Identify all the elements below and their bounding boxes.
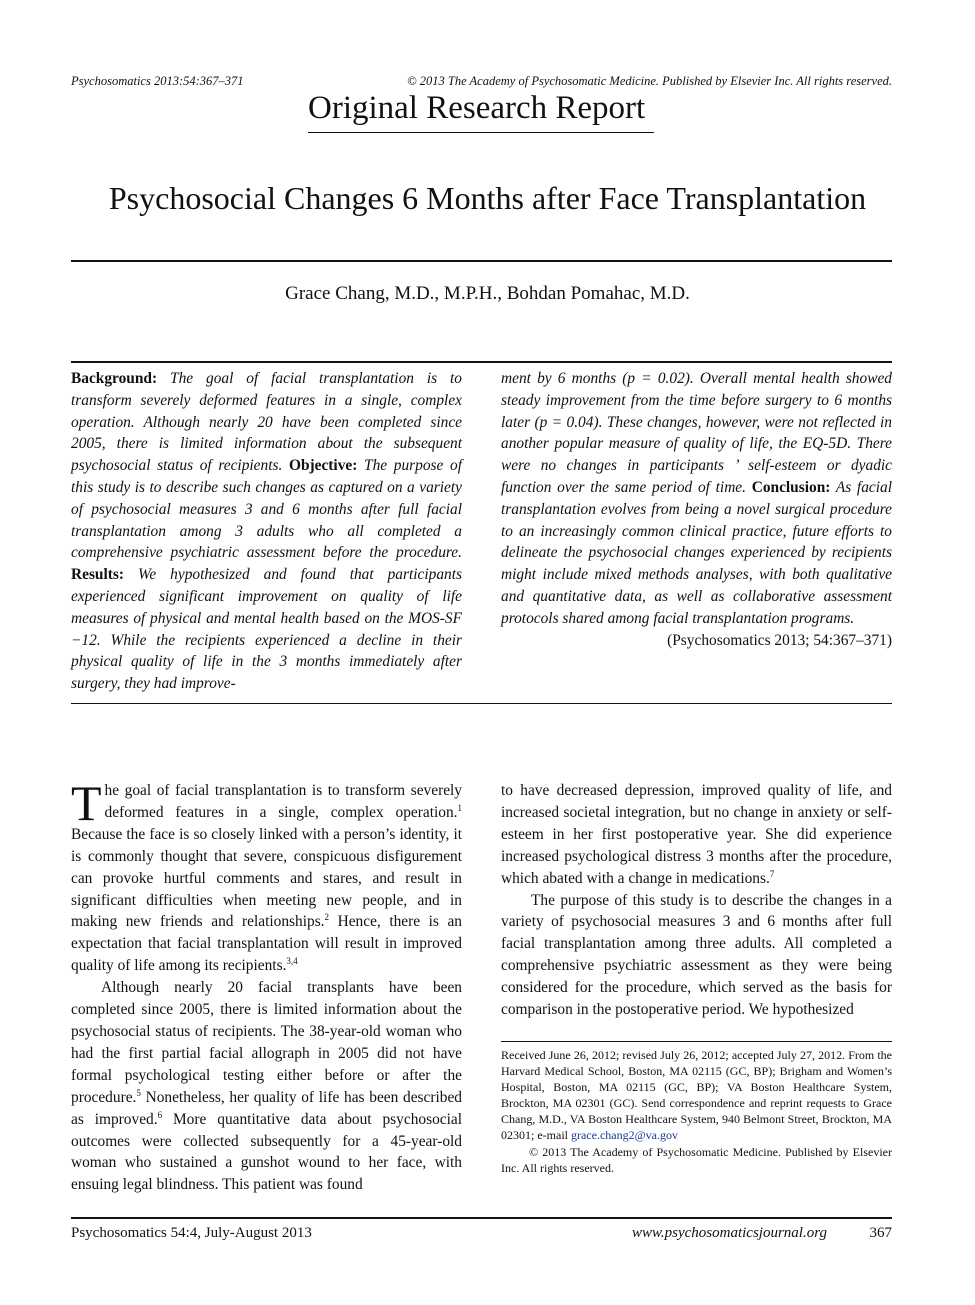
body-text: he goal of facial transplantation is to transform severely deformed features in a single, complex operation.: [104, 782, 462, 821]
reference-link[interactable]: 1: [457, 802, 462, 813]
reference-link[interactable]: 3,4: [286, 956, 298, 967]
body-paragraph: [71, 977, 462, 1196]
section-label: Original Research Report: [308, 90, 646, 126]
footer-issue: Psychosomatics 54:4, July-August 2013: [71, 1225, 312, 1241]
email-link[interactable]: grace.chang2@va.gov: [570, 1128, 678, 1143]
footer-divider: [71, 1217, 892, 1219]
abstract-right-column: [501, 368, 892, 651]
body-paragraph: [501, 780, 892, 890]
page-number: 367: [869, 1225, 892, 1241]
body-text: to have decreased depression, improved quality of life, and increased societal integration, but no change in anxiety or self-esteem in her first postoperative year. She did experience increased psychological distress 3 months after the procedure, which abated with a change in medications.: [501, 782, 892, 887]
results-text: We hypothesized and found that participants experienced significant improvement on quality of life measures of physical and mental health based on the MOS-SF −12. While the recipients experienced a decline in their physical quality of life in the 3 months immediately after surgery, they had improve-: [71, 566, 462, 693]
body-left-column: [71, 775, 462, 1196]
footnote-received: [501, 1047, 892, 1144]
objective-label: Objective:: [288, 457, 358, 475]
reference-link[interactable]: 5: [136, 1087, 141, 1098]
results-text-continued: ment by 6 months (p = 0.02). Overall mental health showed steady improvement from the time before surgery to 6 months later (p = 0.04). These changes, however, were not reflected in another popular measure of quality of life, the EQ-5D. There were no changes in participants ’ self-esteem or dyadic function over the same period of time.: [501, 370, 892, 496]
header-copyright: © 2013 The Academy of Psychosomatic Medicine. Published by Elsevier Inc. All rights reserved.: [407, 74, 892, 88]
body-paragraph: The purpose of this study is to describe the changes in a variety of psychosocial measures 3 and 6 months after full facial transplantation among three adults. All completed a comprehensive psychiatric assessment as they were being considered for the procedure, which served as the basis for comparison in the postoperative period. We hypothesized: [501, 891, 892, 1019]
footnote-text: Received June 26, 2012; revised July 26, 2012; accepted July 27, 2012. From the Harvard Medical School, Boston, MA 02115 (GC, BP); Brigham and Women’s Hospital, Boston, MA 02115 (GC, BP); VA Boston Healthcare System, Brockton, MA 02301 (GC). Send correspondence and reprint requests to Grace Chang, M.D., VA Boston Healthcare System, 940 Belmont Street, Brockton, MA 02301; e-mail: [501, 1048, 892, 1143]
author-list: Grace Chang, M.D., M.P.H., Bohdan Pomahac, M.D.: [285, 283, 690, 304]
footnote-copyright: © 2013 The Academy of Psychosomatic Medicine. Published by Elsevier Inc. All rights reserved.: [501, 1144, 892, 1175]
body-text: Nonetheless, her quality of life has been described as improved.: [71, 1088, 462, 1128]
title-divider: [71, 260, 892, 262]
body-text: Hence, there is an expectation that facial transplantation will result in improved quality of life among its recipients.: [71, 913, 462, 975]
objective-text: The purpose of this study is to describe such changes as captured on a variety of psychosocial measures 3 and 6 months after full facial transplantation among 3 adults who all completed a comprehensive psychiatric assessment before the procedure.: [71, 457, 462, 562]
body-paragraph: [71, 775, 462, 977]
article-title: Psychosocial Changes 6 Months after Face Transplantation: [108, 180, 867, 216]
abstract-bottom-divider: [71, 703, 892, 704]
reference-link[interactable]: 2: [324, 912, 330, 923]
results-label: Results:: [71, 566, 125, 584]
conclusion-label: Conclusion:: [751, 478, 831, 496]
conclusion-text: As facial transplantation evolves from being a novel surgical procedure to an increasingly common clinical practice, future efforts to delineate the psychosocial changes experienced by recipients might include mixed methods analyses, with both qualitative and quantitative data, as well as collaborative assessment protocols shared among facial transplantation programs.: [501, 478, 892, 627]
body-text: Because the face is so closely linked with a person’s identity, it is commonly thought that severe, conspicuous disfigurement can provoke hurtful comments and stares, and result in significant difficulties when meeting new people, and in making new friends and relationships.: [71, 825, 462, 931]
body-text: Although nearly 20 facial transplants have been completed since 2005, there is limited information about the psychosocial status of recipients. The 38-year-old woman who had the first partial facial allograph in 2005 did not have formal psychological testing either before or after the procedure.: [71, 979, 462, 1106]
background-text: The goal of facial transplantation is to transform severely deformed features in a single, complex operation. Although nearly 20 have been completed since 2005, there is limited information about the subsequent psychosocial status of recipients.: [71, 370, 462, 475]
background-label: Background:: [71, 370, 158, 387]
abstract-top-divider: [71, 361, 892, 363]
footnote-divider: [501, 1041, 892, 1042]
body-text: More quantitative data about psychosocial outcomes were collected subsequently for a 45-year-old woman who sustained a gunshot wound to her face, with ensuing legal blindness. This patient was found: [71, 1110, 462, 1194]
section-underline: [308, 132, 654, 133]
abstract-left-column: [71, 368, 462, 695]
body-right-column: [501, 780, 892, 1021]
reference-link[interactable]: 7: [769, 868, 775, 879]
journal-website-link[interactable]: www.psychosomaticsjournal.org: [632, 1225, 828, 1241]
abstract-citation: (Psychosomatics 2013; 54:367–371): [667, 631, 892, 649]
drop-cap: T: [71, 775, 102, 831]
reference-link[interactable]: 6: [157, 1109, 163, 1120]
journal-citation: Psychosomatics 2013:54:367–371: [71, 74, 244, 88]
article-footnote: [501, 1047, 892, 1176]
